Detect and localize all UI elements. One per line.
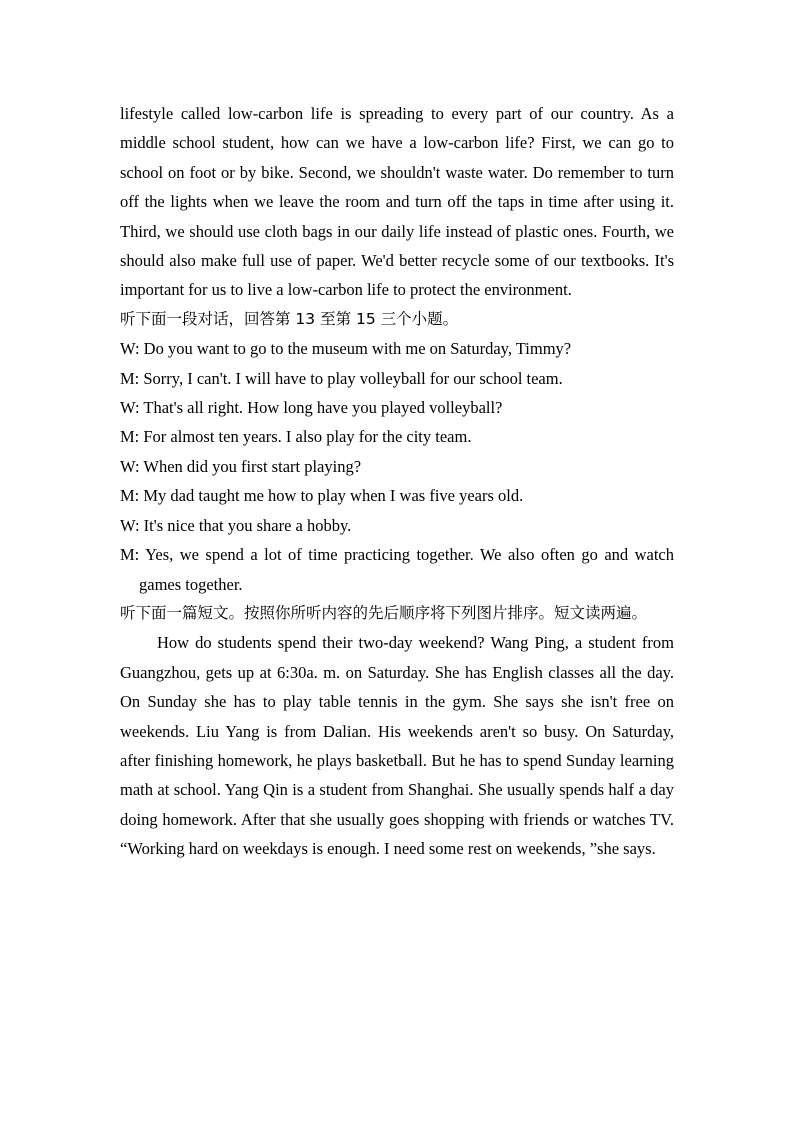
passage-low-carbon-life: lifestyle called low-carbon life is spreading to every part of our country. As a middle school student, how can we have a low-carbon life? First, we can go to school on foot or by bike. Second, we shouldn't waste water. Do remember to turn off the lights when we leave the room and turn off the taps in time after using it. Third, we should use cloth bags in our daily life instead of plastic ones. Fourth, we should also make full use of paper. We'd better recycle some of our textbooks. It's important for us to live a low-carbon life to protect the environment. (120, 104, 674, 300)
dialogue-line: W: It's nice that you share a hobby. (120, 515, 352, 535)
dialogue-line: W: When did you first start playing? (120, 456, 362, 476)
instruction-dialogue: 听下面一段对话，回答第 13 至第 15 三个小题。 (120, 309, 459, 328)
instruction-passage: 听下面一篇短文。按照你所听内容的先后顺序将下列图片排序。短文读两遍。 (120, 603, 648, 622)
dialogue-line: M: Sorry, I can't. I will have to play volleyball for our school team. (120, 368, 563, 388)
passage-weekend: How do students spend their two-day weekend? Wang Ping, a student from Guangzhou, gets up at 6:30a. m. on Saturday. She has English classes all the day. On Sunday she has to play table tennis in the gym. She says she isn't free on weekends. Liu Yang is from Dalian. His weekends aren't so busy. On Saturday, after finishing homework, he plays basketball. But he has to spend Sunday learning math at school. Yang Qin is a student from Shanghai. She usually spends half a day doing homework. After that she usually goes shopping with friends or watches TV. “Working hard on weekdays is enough. I need some rest on weekends, ”she says. (120, 633, 674, 859)
dialogue-line: W: Do you want to go to the museum with me on Saturday, Timmy? (120, 339, 572, 359)
dialogue-line: M: Yes, we spend a lot of time practicing together. We also often go and watch games together. (120, 545, 674, 594)
dialogue-line: W: That's all right. How long have you played volleyball? (120, 398, 503, 418)
dialogue-line: M: For almost ten years. I also play for the city team. (120, 427, 472, 447)
dialogue-line: M: My dad taught me how to play when I was five years old. (120, 486, 524, 506)
document-page (120, 99, 674, 864)
